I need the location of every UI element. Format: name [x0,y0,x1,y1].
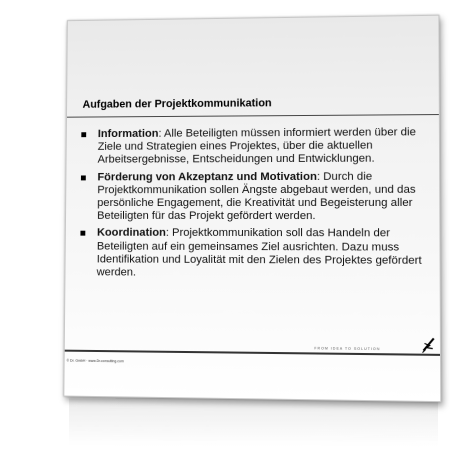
pen-signature-icon [421,335,436,354]
square-bullet-icon [81,132,86,137]
slide-title: Aufgaben der Projektkommunikation [82,97,272,111]
bullet-list [75,126,431,285]
bullet-text: : Projektkommunikation soll das Handeln der Beteiligten auf ein gemeinsames Ziel ausrichten. Dazu muss Identifikation und Loyalität mit den Zielen des Projektes gefördert werden. [96,227,422,279]
copyright-text: © Dr. GmbH · www.Dr.consulting.com [66,358,124,364]
bullet-heading: Förderung von Akzeptanz und Motivation [97,170,317,183]
slide-reflection [69,398,438,447]
bullet-heading: Information [97,127,159,141]
square-bullet-icon [81,175,86,180]
title-divider [67,114,439,118]
bullet-item-koordination [75,227,431,281]
bullet-item-information [76,126,431,167]
footer-tagline: FROM IDEA TO SOLUTION [314,346,381,352]
square-bullet-icon [80,231,85,236]
bullet-heading: Koordination [96,227,166,240]
bullet-text: : Alle Beteiligten müssen informiert werden über die Ziele und Strategien eines Projektes, über die aktuellen Arbeitsergebnisse, Entscheidungen und Entwicklungen. [97,126,417,166]
bullet-item-akzeptanz [76,170,431,223]
bullet-text: : Durch die Projektkommunikation sollen Ängste abgebaut werden, und das persönliche Engagement, die Kreativität und Begeisterung aller Beteiligten für das Projekt gefördert werden. [97,170,416,223]
footer-divider [65,350,440,356]
slide [63,15,441,402]
